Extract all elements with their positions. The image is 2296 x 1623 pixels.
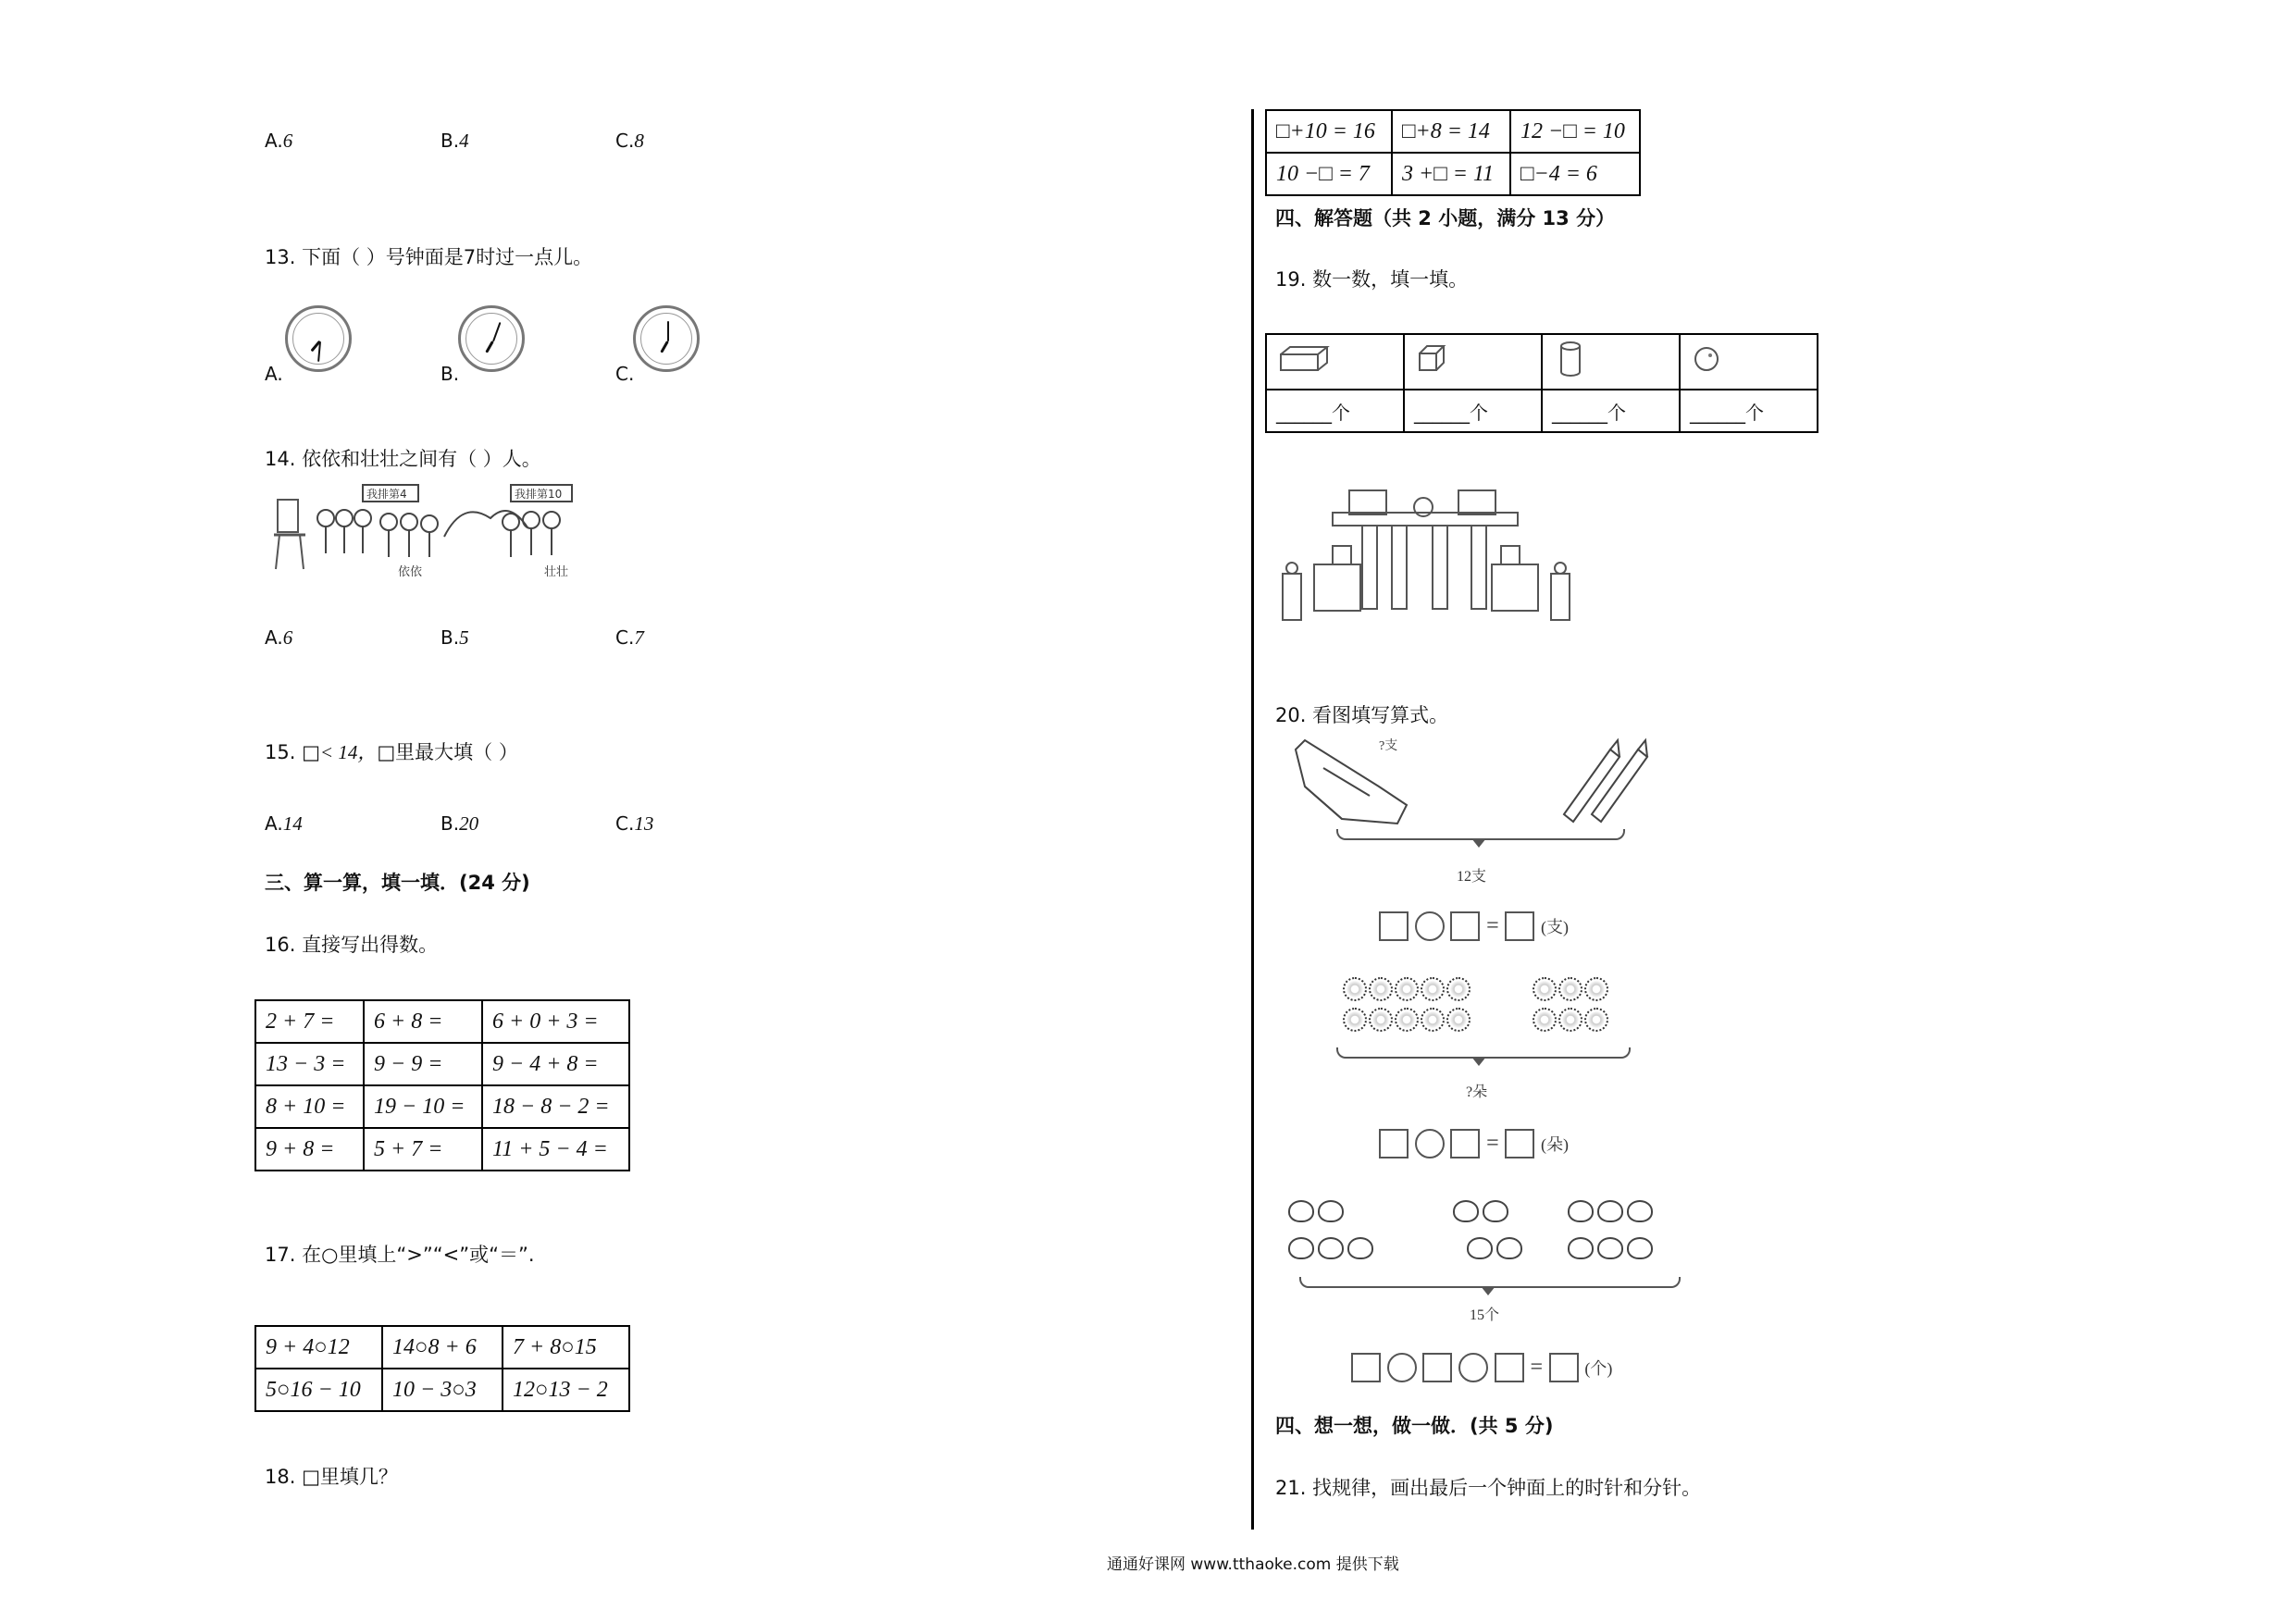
q19-shape-cell	[1404, 334, 1542, 390]
q19-table	[1265, 333, 1818, 433]
q19-shape-cell	[1542, 334, 1680, 390]
q18-text: 18. □里填几？	[265, 1466, 398, 1488]
pic1-question-label: ?支	[1379, 739, 1398, 753]
brace-3-tip	[1481, 1286, 1496, 1295]
brace-1-tip	[1471, 838, 1486, 848]
flower-group-left	[1342, 976, 1471, 1037]
section-4b-heading: 四、想一想，做一做．(共 5 分)	[1275, 1415, 1554, 1437]
cube-icon	[1414, 341, 1451, 378]
answer-box[interactable]	[1495, 1353, 1524, 1382]
q20-text: 20. 看图填写算式。	[1275, 704, 1449, 726]
equation-row-3: = (个)	[1351, 1353, 1612, 1382]
answer-box[interactable]	[1379, 1129, 1409, 1158]
q18-table	[1265, 109, 1641, 196]
name-left: 依依	[398, 565, 423, 579]
pic3-total: 15个	[1470, 1307, 1500, 1323]
fruit-group-2	[1451, 1199, 1516, 1228]
q16-cell[interactable]: 9 − 9 =	[364, 1043, 482, 1085]
clock-a-icon	[285, 305, 352, 372]
flower-group-right	[1532, 976, 1620, 1037]
q16-cell[interactable]: 2 + 7 =	[255, 1000, 364, 1043]
q19-shape-cell	[1680, 334, 1818, 390]
cuboid-icon	[1276, 341, 1332, 378]
operator-circle[interactable]	[1387, 1353, 1417, 1382]
q16-text: 16. 直接写出得数。	[265, 934, 439, 956]
q19-blank[interactable]: ______个	[1542, 390, 1680, 432]
q12-option-c[interactable]: C.8	[615, 130, 644, 152]
answer-box[interactable]	[1549, 1353, 1579, 1382]
queue-of-children-illustration	[268, 481, 592, 583]
q17-cell[interactable]: 10 − 3○3	[382, 1369, 503, 1411]
answer-box[interactable]	[1505, 1129, 1534, 1158]
q17-cell[interactable]: 5○16 − 10	[255, 1369, 382, 1411]
fruit-group-2b	[1465, 1236, 1530, 1265]
q19-blank[interactable]: ______个	[1404, 390, 1542, 432]
fruit-group-3b	[1566, 1236, 1668, 1265]
q17-table	[254, 1325, 630, 1412]
q13-text: 13. 下面（ ）号钟面是7时过一点儿。	[265, 246, 593, 268]
q13-option-b[interactable]: B.	[441, 363, 460, 385]
equation-row-2: = (朵)	[1379, 1129, 1569, 1158]
q16-cell[interactable]: 11 + 5 − 4 =	[482, 1128, 629, 1171]
q16-cell[interactable]: 6 + 0 + 3 =	[482, 1000, 629, 1043]
answer-box[interactable]	[1351, 1353, 1381, 1382]
q21-text: 21. 找规律，画出最后一个钟面上的时针和分针。	[1275, 1477, 1702, 1499]
sign-left: 我排第4	[366, 488, 407, 501]
operator-circle[interactable]	[1458, 1353, 1488, 1382]
q17-cell[interactable]: 7 + 8○15	[503, 1326, 629, 1369]
fruit-group-1b	[1286, 1236, 1388, 1265]
fruit-group-1	[1286, 1199, 1351, 1228]
q17-text: 17. 在○里填上“>”“<”或“＝”.	[265, 1244, 535, 1266]
pic1-total: 12支	[1457, 869, 1487, 885]
clock-b-icon	[458, 305, 525, 372]
sphere-icon	[1690, 341, 1727, 378]
name-right: 壮壮	[544, 565, 569, 579]
q16-table	[254, 999, 630, 1171]
pencil-case-and-pencils-illustration	[1286, 731, 1712, 842]
q15-option-b[interactable]: B.20	[441, 812, 479, 835]
footer-source: 通通好课网 www.tthaoke.com 提供下载	[1107, 1555, 1399, 1574]
brace-2-tip	[1471, 1057, 1486, 1066]
q19-blank[interactable]: ______个	[1680, 390, 1818, 432]
q18-cell[interactable]: 10 −□ = 7	[1266, 153, 1392, 195]
section-3-heading: 三、算一算，填一填．(24 分)	[265, 872, 530, 894]
q19-blank[interactable]: ______个	[1266, 390, 1404, 432]
q13-option-c[interactable]: C.	[615, 363, 635, 385]
column-divider	[1251, 109, 1254, 1530]
operator-circle[interactable]	[1415, 911, 1445, 941]
q19-text: 19. 数一数，填一填。	[1275, 268, 1469, 291]
q18-cell[interactable]: □+10 = 16	[1266, 110, 1392, 153]
q16-cell[interactable]: 13 − 3 =	[255, 1043, 364, 1085]
operator-circle[interactable]	[1415, 1129, 1445, 1158]
q16-cell[interactable]: 9 − 4 + 8 =	[482, 1043, 629, 1085]
q15-text: 15. □< 14，□里最大填（ ）	[265, 741, 518, 763]
q17-cell[interactable]: 12○13 − 2	[503, 1369, 629, 1411]
q16-cell[interactable]: 8 + 10 =	[255, 1085, 364, 1128]
q16-cell[interactable]: 5 + 7 =	[364, 1128, 482, 1171]
answer-box[interactable]	[1422, 1353, 1452, 1382]
q15-option-c[interactable]: C.13	[615, 812, 654, 835]
q16-cell[interactable]: 18 − 8 − 2 =	[482, 1085, 629, 1128]
answer-box[interactable]	[1379, 911, 1409, 941]
q16-cell[interactable]: 6 + 8 =	[364, 1000, 482, 1043]
q18-cell[interactable]: □−4 = 6	[1510, 153, 1640, 195]
q17-cell[interactable]: 9 + 4○12	[255, 1326, 382, 1369]
q14-option-b[interactable]: B.5	[441, 626, 469, 649]
q18-cell[interactable]: 12 −□ = 10	[1510, 110, 1640, 153]
cylinder-icon	[1552, 339, 1589, 379]
building-blocks-illustration	[1277, 472, 1582, 629]
answer-box[interactable]	[1450, 1129, 1480, 1158]
q14-option-c[interactable]: C.7	[615, 626, 644, 649]
q13-option-a[interactable]: A.	[265, 363, 283, 385]
q14-option-a[interactable]: A.6	[265, 626, 293, 649]
q17-cell[interactable]: 14○8 + 6	[382, 1326, 503, 1369]
fruit-group-3	[1566, 1199, 1668, 1228]
pic2-total: ?朵	[1466, 1084, 1488, 1100]
q15-option-a[interactable]: A.14	[265, 812, 303, 835]
q16-cell[interactable]: 9 + 8 =	[255, 1128, 364, 1171]
q12-option-a[interactable]: A.6	[265, 130, 293, 152]
sign-right: 我排第10	[515, 488, 563, 501]
equation-row-1: = (支)	[1379, 911, 1569, 941]
answer-box[interactable]	[1450, 911, 1480, 941]
answer-box[interactable]	[1505, 911, 1534, 941]
section-4-heading: 四、解答题（共 2 小题，满分 13 分）	[1275, 207, 1616, 229]
q16-cell[interactable]: 19 − 10 =	[364, 1085, 482, 1128]
q18-cell[interactable]: 3 +□ = 11	[1392, 153, 1510, 195]
q19-shape-cell	[1266, 334, 1404, 390]
q18-cell[interactable]: □+8 = 14	[1392, 110, 1510, 153]
q12-option-b[interactable]: B.4	[441, 130, 469, 152]
clock-c-icon	[633, 305, 700, 372]
q14-text: 14. 依依和壮壮之间有（ ）人。	[265, 448, 541, 470]
